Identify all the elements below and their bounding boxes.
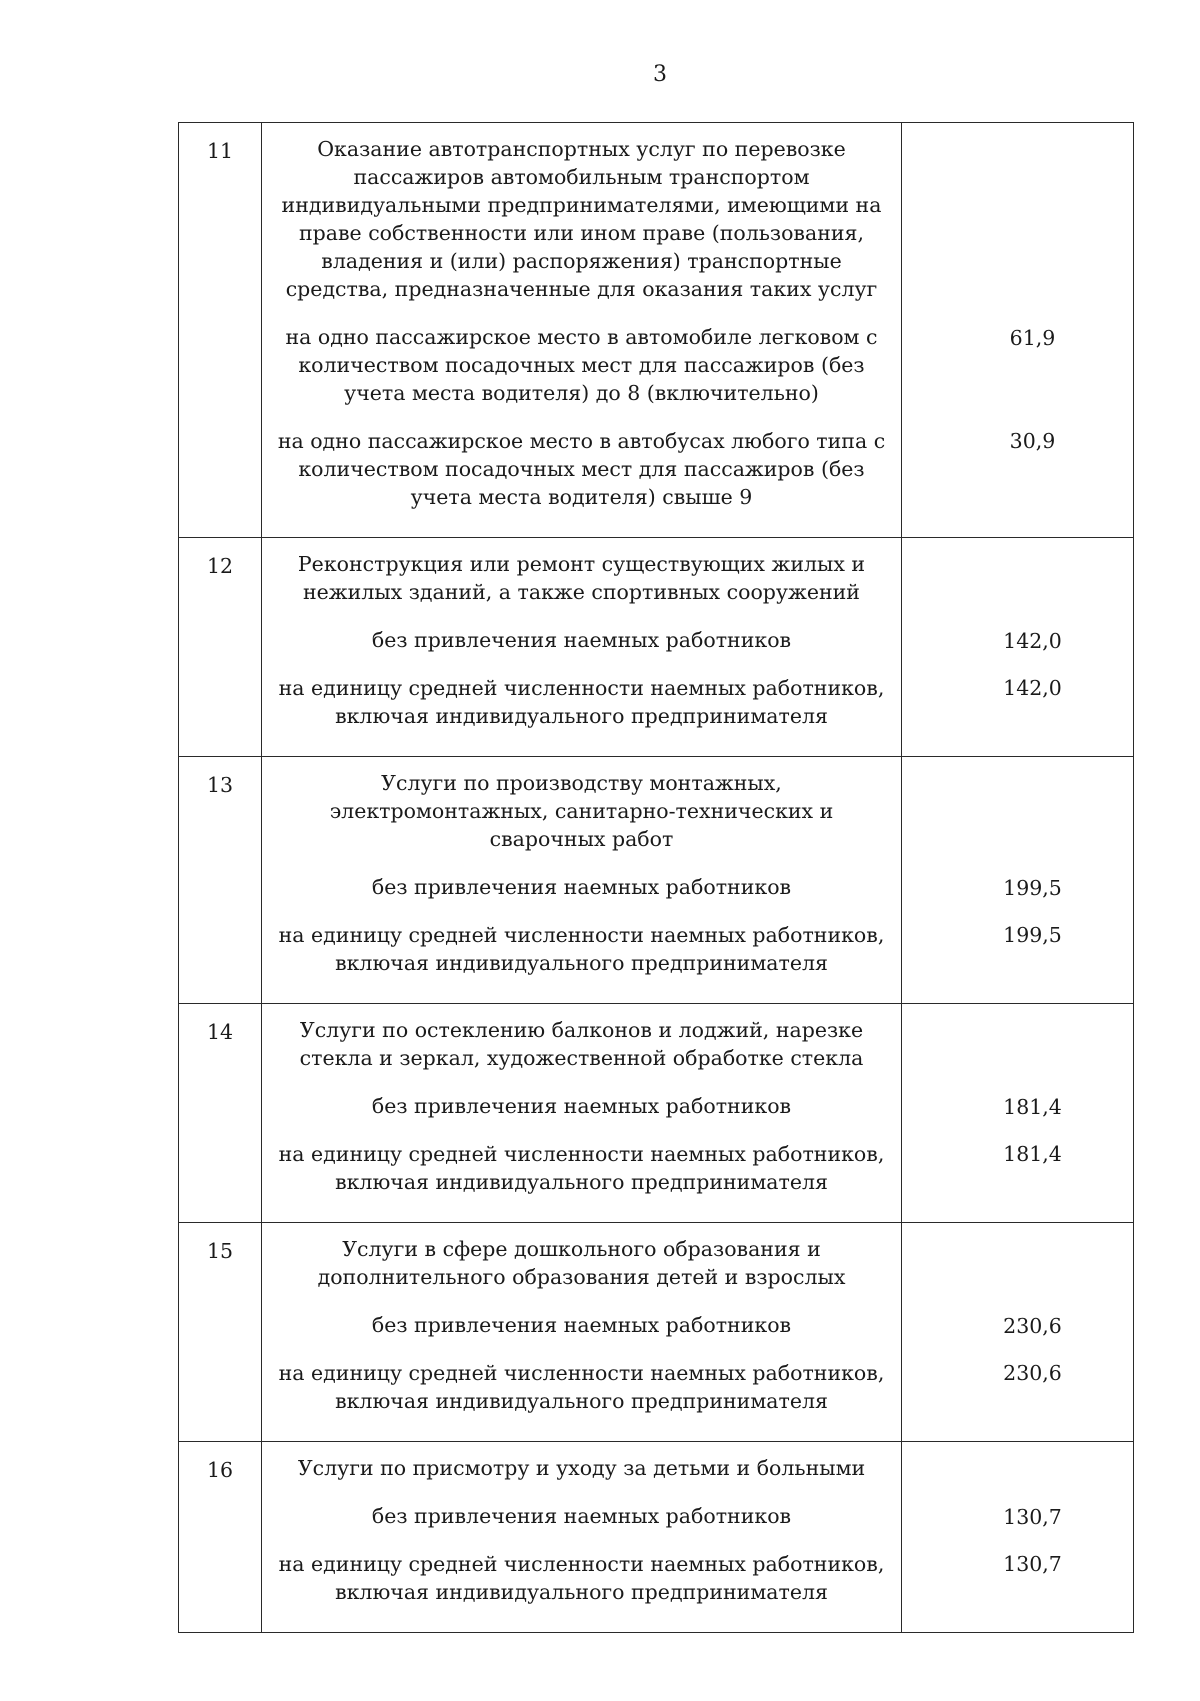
sub-value: 230,6 — [1003, 1313, 1062, 1338]
sub-item: на единицу средней численности наемных работников, включая индивидуального предпринимателя — [278, 676, 885, 728]
sub-value: 230,6 — [1003, 1361, 1062, 1385]
sub-value: 199,5 — [1003, 875, 1062, 900]
sub-item: на одно пассажирское место в автобусах любого типа с количеством посадочных мест для пассажиров (без учета места водителя) свыше 9 — [277, 429, 886, 509]
table-row — [179, 1004, 1134, 1223]
row-description — [262, 1223, 902, 1442]
sub-item: без привлечения наемных работников — [371, 1313, 792, 1337]
table-row — [179, 123, 1134, 538]
activity-title: Реконструкция или ремонт существующих жилых и нежилых зданий, а также спортивных сооружений — [297, 552, 866, 604]
sub-value: 142,0 — [1003, 676, 1062, 700]
sub-value: 181,4 — [1003, 1142, 1062, 1166]
page-number: 3 — [653, 62, 667, 87]
row-values — [902, 123, 1134, 538]
row-number: 14 — [179, 1004, 262, 1223]
row-description — [262, 538, 902, 757]
row-values — [902, 1442, 1134, 1633]
sub-value: 130,7 — [1003, 1504, 1062, 1529]
sub-value: 142,0 — [1003, 628, 1062, 653]
row-description — [262, 123, 902, 538]
activity-title: Услуги по остеклению балконов и лоджий, нарезке стекла и зеркал, художественной обработке стекла — [299, 1018, 864, 1070]
table-row — [179, 1223, 1134, 1442]
activity-title: Оказание автотранспортных услуг по перевозке пассажиров автомобильным транспортом индивидуальными предпринимателями, имеющими на праве собственности или ином праве (пользования, владения и (или) распоряжения) транспортные средства, предназначенные для оказания таких услуг — [281, 137, 882, 301]
table-row — [179, 1442, 1134, 1633]
sub-item: без привлечения наемных работников — [371, 1094, 792, 1118]
sub-item: без привлечения наемных работников — [371, 1504, 792, 1528]
sub-value: 199,5 — [1003, 923, 1062, 947]
table-body — [179, 123, 1134, 1633]
row-description — [262, 757, 902, 1004]
sub-item: на одно пассажирское место в автомобиле легковом с количеством посадочных мест для пассажиров (без учета места водителя) до 8 (включительно) — [285, 325, 878, 405]
sub-item: на единицу средней численности наемных работников, включая индивидуального предпринимателя — [278, 1142, 885, 1194]
row-number: 15 — [179, 1223, 262, 1442]
table-row — [179, 538, 1134, 757]
sub-value: 181,4 — [1003, 1094, 1062, 1119]
sub-item: на единицу средней численности наемных работников, включая индивидуального предпринимателя — [278, 1361, 885, 1413]
row-values — [902, 538, 1134, 757]
row-values — [902, 757, 1134, 1004]
activity-title: Услуги по производству монтажных, электромонтажных, санитарно-технических и сварочных работ — [329, 771, 834, 851]
row-values — [902, 1223, 1134, 1442]
sub-value: 61,9 — [1009, 325, 1056, 350]
row-description — [262, 1442, 902, 1633]
table-row — [179, 757, 1134, 1004]
row-number: 11 — [179, 123, 262, 538]
activity-title: Услуги в сфере дошкольного образования и дополнительного образования детей и взрослых — [317, 1237, 846, 1289]
sub-item: без привлечения наемных работников — [371, 875, 792, 899]
row-values — [902, 1004, 1134, 1223]
tariff-table — [178, 122, 1134, 1633]
sub-item: на единицу средней численности наемных работников, включая индивидуального предпринимателя — [278, 923, 885, 975]
row-number: 16 — [179, 1442, 262, 1633]
sub-item: на единицу средней численности наемных работников, включая индивидуального предпринимателя — [278, 1552, 885, 1604]
row-number: 12 — [179, 538, 262, 757]
row-description — [262, 1004, 902, 1223]
row-number: 13 — [179, 757, 262, 1004]
sub-value: 30,9 — [1009, 429, 1056, 453]
sub-item: без привлечения наемных работников — [371, 628, 792, 652]
activity-title: Услуги по присмотру и уходу за детьми и больными — [297, 1456, 866, 1480]
sub-value: 130,7 — [1003, 1552, 1062, 1576]
